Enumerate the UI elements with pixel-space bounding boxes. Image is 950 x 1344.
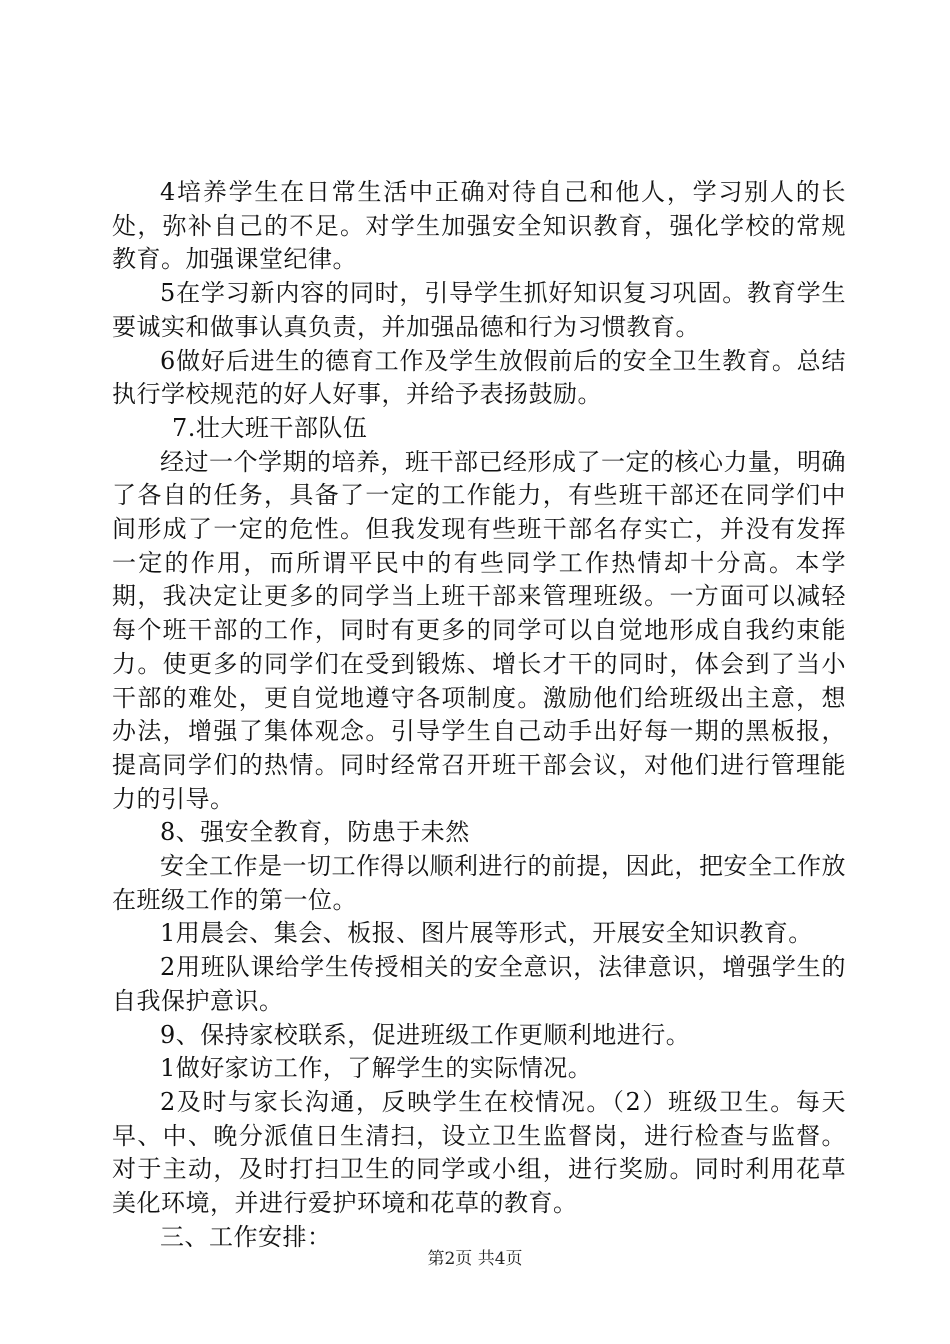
paragraph-class-cadres: 经过一个学期的培养，班干部已经形成了一定的核心力量，明确了各自的任务，具备了一定的工作能力，有些班干部还在同学们中间形成了一定的危性。但我发现有些班干部名存实亡，并没有发挥一定的作用，而所谓平民中的有些同学工作热情却十分高。本学期，我决定让更多的同学当上班干部来管理班级。一方面可以减轻每个班干部的工作，同时有更多的同学可以自觉地形成自我约束能力。使更多的同学们在受到锻炼、增长才干的同时，体会到了当小干部的难处，更自觉地遵守各项制度。激励他们给班级出主意，想办法，增强了集体观念。引导学生自己动手出好每一期的黑板报，提高同学们的热情。同时经常召开班干部会议，对他们进行管理能力的引导。 bbox=[112, 447, 846, 813]
section-heading-7: 7.壮大班干部队伍 bbox=[172, 413, 368, 442]
section-heading-3: 三、工作安排： bbox=[160, 1222, 332, 1251]
section-heading-8: 8、强安全教育，防患于未然 bbox=[160, 818, 470, 847]
paragraph-safety-item-2: 2用班队课给学生传授相关的安全意识，法律意识，增强学生的自我保护意识。 bbox=[112, 953, 846, 1015]
section-heading-9: 9、保持家校联系，促进班级工作更顺利地进行。 bbox=[160, 1020, 691, 1049]
paragraph-item-6: 6做好后进生的德育工作及学生放假前后的安全卫生教育。总结执行学校规范的好人好事，并给予表扬鼓励。 bbox=[112, 346, 846, 409]
paragraph-safety-item-1: 1用晨会、集会、板报、图片展等形式，开展安全知识教育。 bbox=[160, 919, 813, 948]
paragraph-item-4: 4培养学生在日常生活中正确对待自己和他人，学习别人的长处，弥补自己的不足。对学生加强安全知识教育，强化学校的常规教育。加强课堂纪律。 bbox=[112, 178, 846, 274]
document-body bbox=[112, 176, 846, 1255]
paragraph-item-5: 5在学习新内容的同时，引导学生抓好知识复习巩固。教育学生要诚实和做事认真负责，并加强品德和行为习惯教育。 bbox=[112, 279, 846, 341]
paragraph-family-item-1: 1做好家访工作，了解学生的实际情况。 bbox=[160, 1054, 593, 1083]
page-footer: 第2页 共4页 bbox=[427, 1249, 523, 1269]
paragraph-safety-intro: 安全工作是一切工作得以顺利进行的前提，因此，把安全工作放在班级工作的第一位。 bbox=[112, 852, 846, 914]
paragraph-family-item-2: 2及时与家长沟通，反映学生在校情况。（2）班级卫生。每天早、中、晚分派值日生清扫，设立卫生监督岗，进行检查与监督。对于主动，及时打扫卫生的同学或小组，进行奖励。同时利用花草美化环境，并进行爱护环境和花草的教育。 bbox=[112, 1087, 846, 1218]
